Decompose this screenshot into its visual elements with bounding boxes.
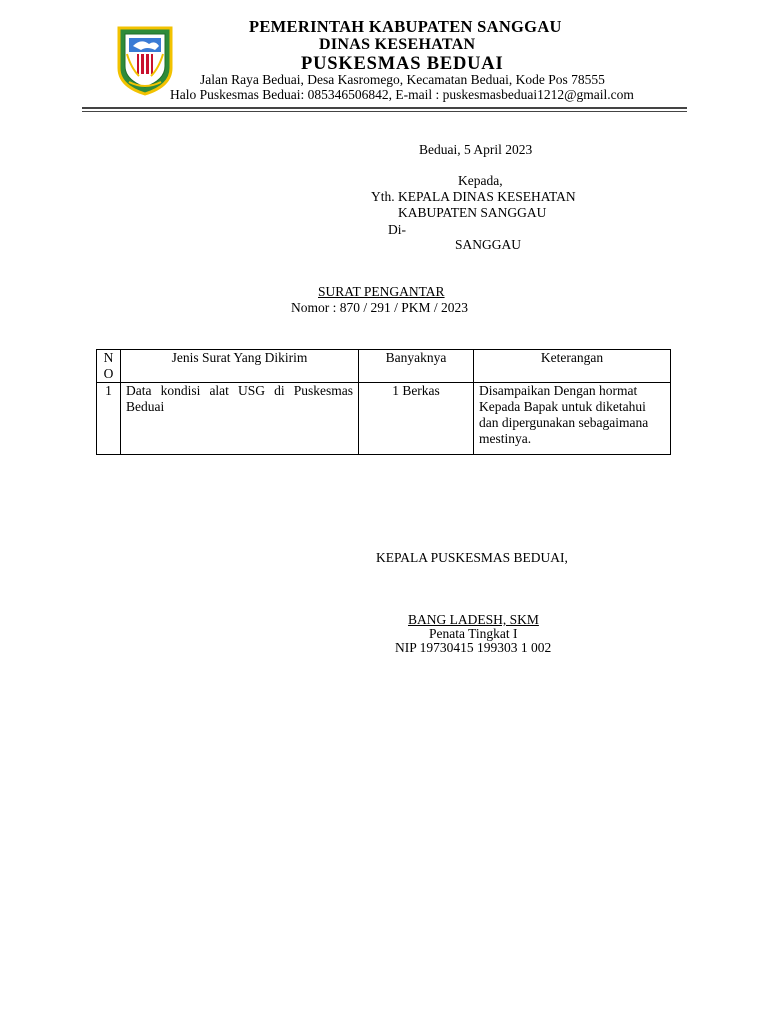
col-header-jenis: Jenis Surat Yang Dikirim [121,350,359,383]
letter-title: SURAT PENGANTAR [318,284,445,299]
cell-ket-line3: dan dipergunakan sebagaimana [479,415,649,430]
letter-number: Nomor : 870 / 291 / PKM / 2023 [291,300,469,315]
cell-ket-line2: Kepada Bapak untuk diketahui [479,399,646,414]
table-header-row [97,350,671,383]
header-line2: DINAS KESEHATAN [319,36,476,53]
recipient-city: SANGGAU [455,237,522,252]
to-label: Kepada, [458,173,503,188]
header-line3: PUSKESMAS BEDUAI [301,54,504,74]
col-header-banyaknya: Banyaknya [359,350,474,383]
cell-jenis-line1: Data kondisi alat USG di Puskesmas [126,383,353,398]
header-address: Jalan Raya Beduai, Desa Kasromego, Kecamatan Beduai, Kode Pos 78555 [200,72,605,87]
cell-jenis [121,383,359,455]
cell-no: 1 [97,383,121,455]
signature-nip: NIP 19730415 199303 1 002 [395,640,552,655]
col-header-no [97,350,121,383]
header-rule-thick [82,107,687,109]
recipient-line1: Yth. KEPALA DINAS KESEHATAN [371,189,576,204]
signature-position: KEPALA PUSKESMAS BEDUAI, [376,550,568,565]
header-contact: Halo Puskesmas Beduai: 085346506842, E-mail : puskesmasbeduai1212@gmail.com [170,87,634,102]
letter-date: Beduai, 5 April 2023 [419,142,533,157]
signature-name: BANG LADESH, SKM [408,612,539,627]
cell-keterangan [474,383,671,455]
table-row [97,383,671,455]
recipient-line2: KABUPATEN SANGGAU [398,205,547,220]
cell-banyaknya: 1 Berkas [359,383,474,455]
header-line1: PEMERINTAH KABUPATEN SANGGAU [249,17,562,36]
recipient-di: Di- [388,222,406,237]
dispatch-table [96,349,671,455]
col-header-no-line1: N [103,350,114,365]
cell-ket-line1: Disampaikan Dengan hormat [479,383,638,398]
cell-ket-line4: mestinya. [479,431,532,446]
signature-rank: Penata Tingkat I [429,626,518,641]
cell-jenis-line2: Beduai [126,399,165,414]
kabupaten-sanggau-logo-icon [115,24,175,96]
header-rule-thin [82,111,687,112]
col-header-no-line2: O [103,366,114,381]
col-header-keterangan: Keterangan [474,350,671,383]
